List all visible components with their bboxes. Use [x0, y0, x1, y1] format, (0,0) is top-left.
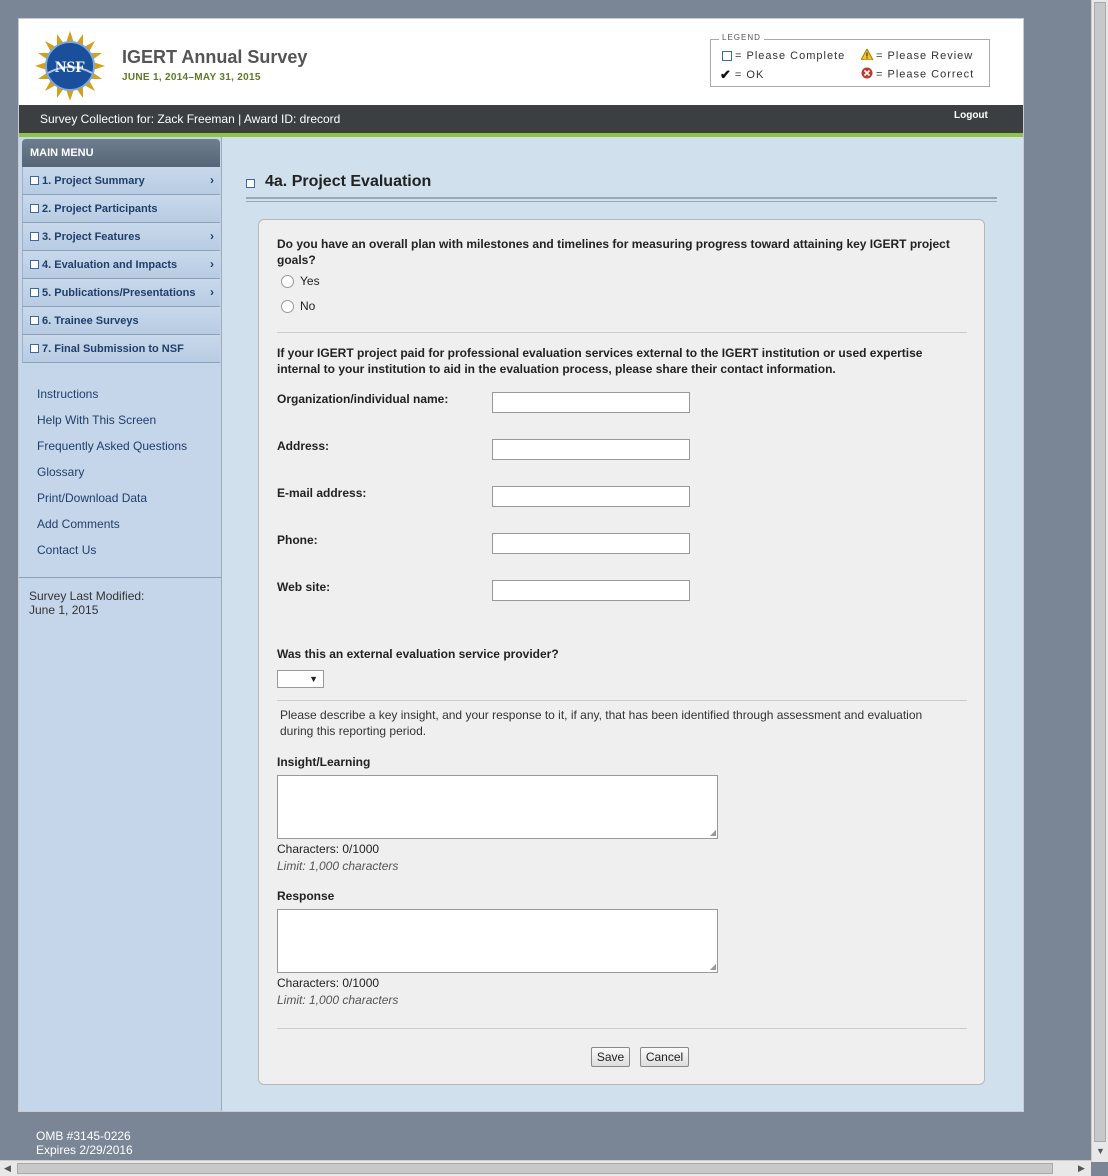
- status-square-icon: [246, 179, 255, 188]
- menu-item-publications[interactable]: 5. Publications/Presentations ›: [22, 279, 220, 307]
- org-name-input[interactable]: [492, 392, 690, 413]
- dropdown-arrow-icon: ▼: [309, 674, 318, 684]
- svg-text:NSF: NSF: [54, 59, 86, 76]
- scroll-down-arrow-icon[interactable]: ▼: [1096, 1146, 1105, 1156]
- header: [19, 19, 1023, 105]
- insight-textarea[interactable]: [277, 775, 718, 839]
- cancel-button[interactable]: Cancel: [640, 1047, 689, 1067]
- menu-item-evaluation-impacts[interactable]: 4. Evaluation and Impacts ›: [22, 251, 220, 279]
- last-modified-date: June 1, 2015: [29, 603, 99, 617]
- omb-number: OMB #3145-0226: [36, 1129, 131, 1143]
- insight-label: Insight/Learning: [277, 755, 371, 769]
- legend-ok: ✔ = OK: [720, 67, 765, 82]
- divider: [277, 1028, 967, 1029]
- insight-intro: Please describe a key insight, and your response to it, if any, that has been identified through assessment and evaluation during this reporting period.: [280, 708, 923, 738]
- error-icon: [861, 67, 873, 82]
- link-add-comments[interactable]: Add Comments: [37, 517, 120, 531]
- legend-complete: = Please Complete: [722, 50, 845, 62]
- menu-item-project-participants[interactable]: 2. Project Participants: [22, 195, 220, 223]
- omb-expiration: Expires 2/29/2016: [36, 1143, 133, 1157]
- menu-item-project-features[interactable]: 3. Project Features ›: [22, 223, 220, 251]
- title-divider: [246, 197, 997, 199]
- menu-item-trainee-surveys[interactable]: 6. Trainee Surveys: [22, 307, 220, 335]
- question-evaluation-services: If your IGERT project paid for professional evaluation services external to the IGERT institution or used expertise internal to your institution to aid in the evaluation process, please share their contact information.: [277, 346, 923, 376]
- warning-icon: [861, 49, 873, 63]
- phone-input[interactable]: [492, 533, 690, 554]
- save-button[interactable]: Save: [591, 1047, 630, 1067]
- chevron-right-icon: ›: [210, 285, 214, 299]
- radio-yes[interactable]: Yes: [281, 274, 320, 288]
- status-square-icon: [30, 176, 39, 185]
- divider: [277, 700, 967, 701]
- vertical-scrollbar[interactable]: [1091, 0, 1108, 1162]
- app-title: IGERT Annual Survey: [122, 47, 308, 67]
- response-textarea[interactable]: [277, 909, 718, 973]
- response-char-counter: Characters: 0/1000: [277, 976, 380, 990]
- horizontal-scrollbar[interactable]: [0, 1160, 1091, 1176]
- status-square-icon: [30, 204, 39, 213]
- org-name-label: Organization/individual name:: [277, 392, 449, 406]
- page-title: 4a. Project Evaluation: [246, 173, 996, 191]
- address-input[interactable]: [492, 439, 690, 460]
- status-square-icon: [30, 288, 39, 297]
- response-label: Response: [277, 889, 335, 903]
- evaluation-form: [258, 219, 985, 1085]
- status-square-icon: [30, 344, 39, 353]
- chevron-right-icon: ›: [210, 257, 214, 271]
- link-help-screen[interactable]: Help With This Screen: [37, 413, 157, 427]
- resize-grip-icon[interactable]: ◢: [709, 962, 716, 971]
- scroll-right-arrow-icon[interactable]: ▶: [1078, 1163, 1085, 1173]
- checkmark-icon: ✔: [720, 67, 732, 82]
- link-faq[interactable]: Frequently Asked Questions: [37, 439, 188, 453]
- question-plan: Do you have an overall plan with milestones and timelines for measuring progress toward attaining key IGERT project goals?: [277, 237, 950, 267]
- help-links: [37, 387, 187, 569]
- sidebar-divider: [19, 577, 221, 578]
- divider: [277, 332, 967, 333]
- square-icon: [722, 51, 732, 61]
- page-frame: [18, 18, 1024, 1112]
- phone-label: Phone:: [277, 533, 318, 547]
- status-square-icon: [30, 316, 39, 325]
- address-label: Address:: [277, 439, 330, 453]
- title-divider: [246, 201, 997, 202]
- nsf-logo: [35, 31, 105, 101]
- external-provider-select[interactable]: [277, 670, 324, 688]
- link-print-download[interactable]: Print/Download Data: [37, 491, 148, 505]
- question-external-provider: Was this an external evaluation service provider?: [277, 647, 559, 661]
- radio-button[interactable]: [281, 300, 294, 313]
- legend-review: = Please Review: [861, 49, 973, 63]
- menu-item-final-submission[interactable]: 7. Final Submission to NSF: [22, 335, 220, 363]
- main-content: [222, 137, 1023, 1111]
- chevron-right-icon: ›: [210, 173, 214, 187]
- response-limit: Limit: 1,000 characters: [277, 993, 399, 1007]
- user-bar: [19, 105, 1023, 137]
- main-menu-header: MAIN MENU: [22, 139, 220, 167]
- link-glossary[interactable]: Glossary: [37, 465, 85, 479]
- link-instructions[interactable]: Instructions: [37, 387, 99, 401]
- resize-grip-icon[interactable]: ◢: [709, 828, 716, 837]
- legend-correct: = Please Correct: [861, 67, 974, 82]
- insight-limit: Limit: 1,000 characters: [277, 859, 399, 873]
- last-modified-label: Survey Last Modified:: [29, 589, 145, 603]
- scrollbar-thumb[interactable]: [1094, 2, 1106, 1142]
- main-menu: [22, 167, 220, 363]
- link-contact-us[interactable]: Contact Us: [37, 543, 97, 557]
- radio-button[interactable]: [281, 275, 294, 288]
- survey-collection-info: Survey Collection for: Zack Freeman | Award ID: drecord: [40, 112, 341, 126]
- sidebar: [19, 137, 222, 1111]
- email-label: E-mail address:: [277, 486, 367, 500]
- status-square-icon: [30, 260, 39, 269]
- radio-no[interactable]: No: [281, 299, 315, 313]
- logout-link[interactable]: Logout: [954, 110, 988, 121]
- chevron-right-icon: ›: [210, 229, 214, 243]
- website-label: Web site:: [277, 580, 331, 594]
- website-input[interactable]: [492, 580, 690, 601]
- scroll-left-arrow-icon[interactable]: ◀: [4, 1163, 11, 1173]
- menu-item-project-summary[interactable]: 1. Project Summary ›: [22, 167, 220, 195]
- survey-period: JUNE 1, 2014–MAY 31, 2015: [122, 72, 261, 83]
- legend-title: LEGEND: [719, 33, 764, 42]
- insight-char-counter: Characters: 0/1000: [277, 842, 380, 856]
- scrollbar-thumb[interactable]: [17, 1163, 1053, 1174]
- email-input[interactable]: [492, 486, 690, 507]
- status-square-icon: [30, 232, 39, 241]
- legend: [710, 33, 990, 87]
